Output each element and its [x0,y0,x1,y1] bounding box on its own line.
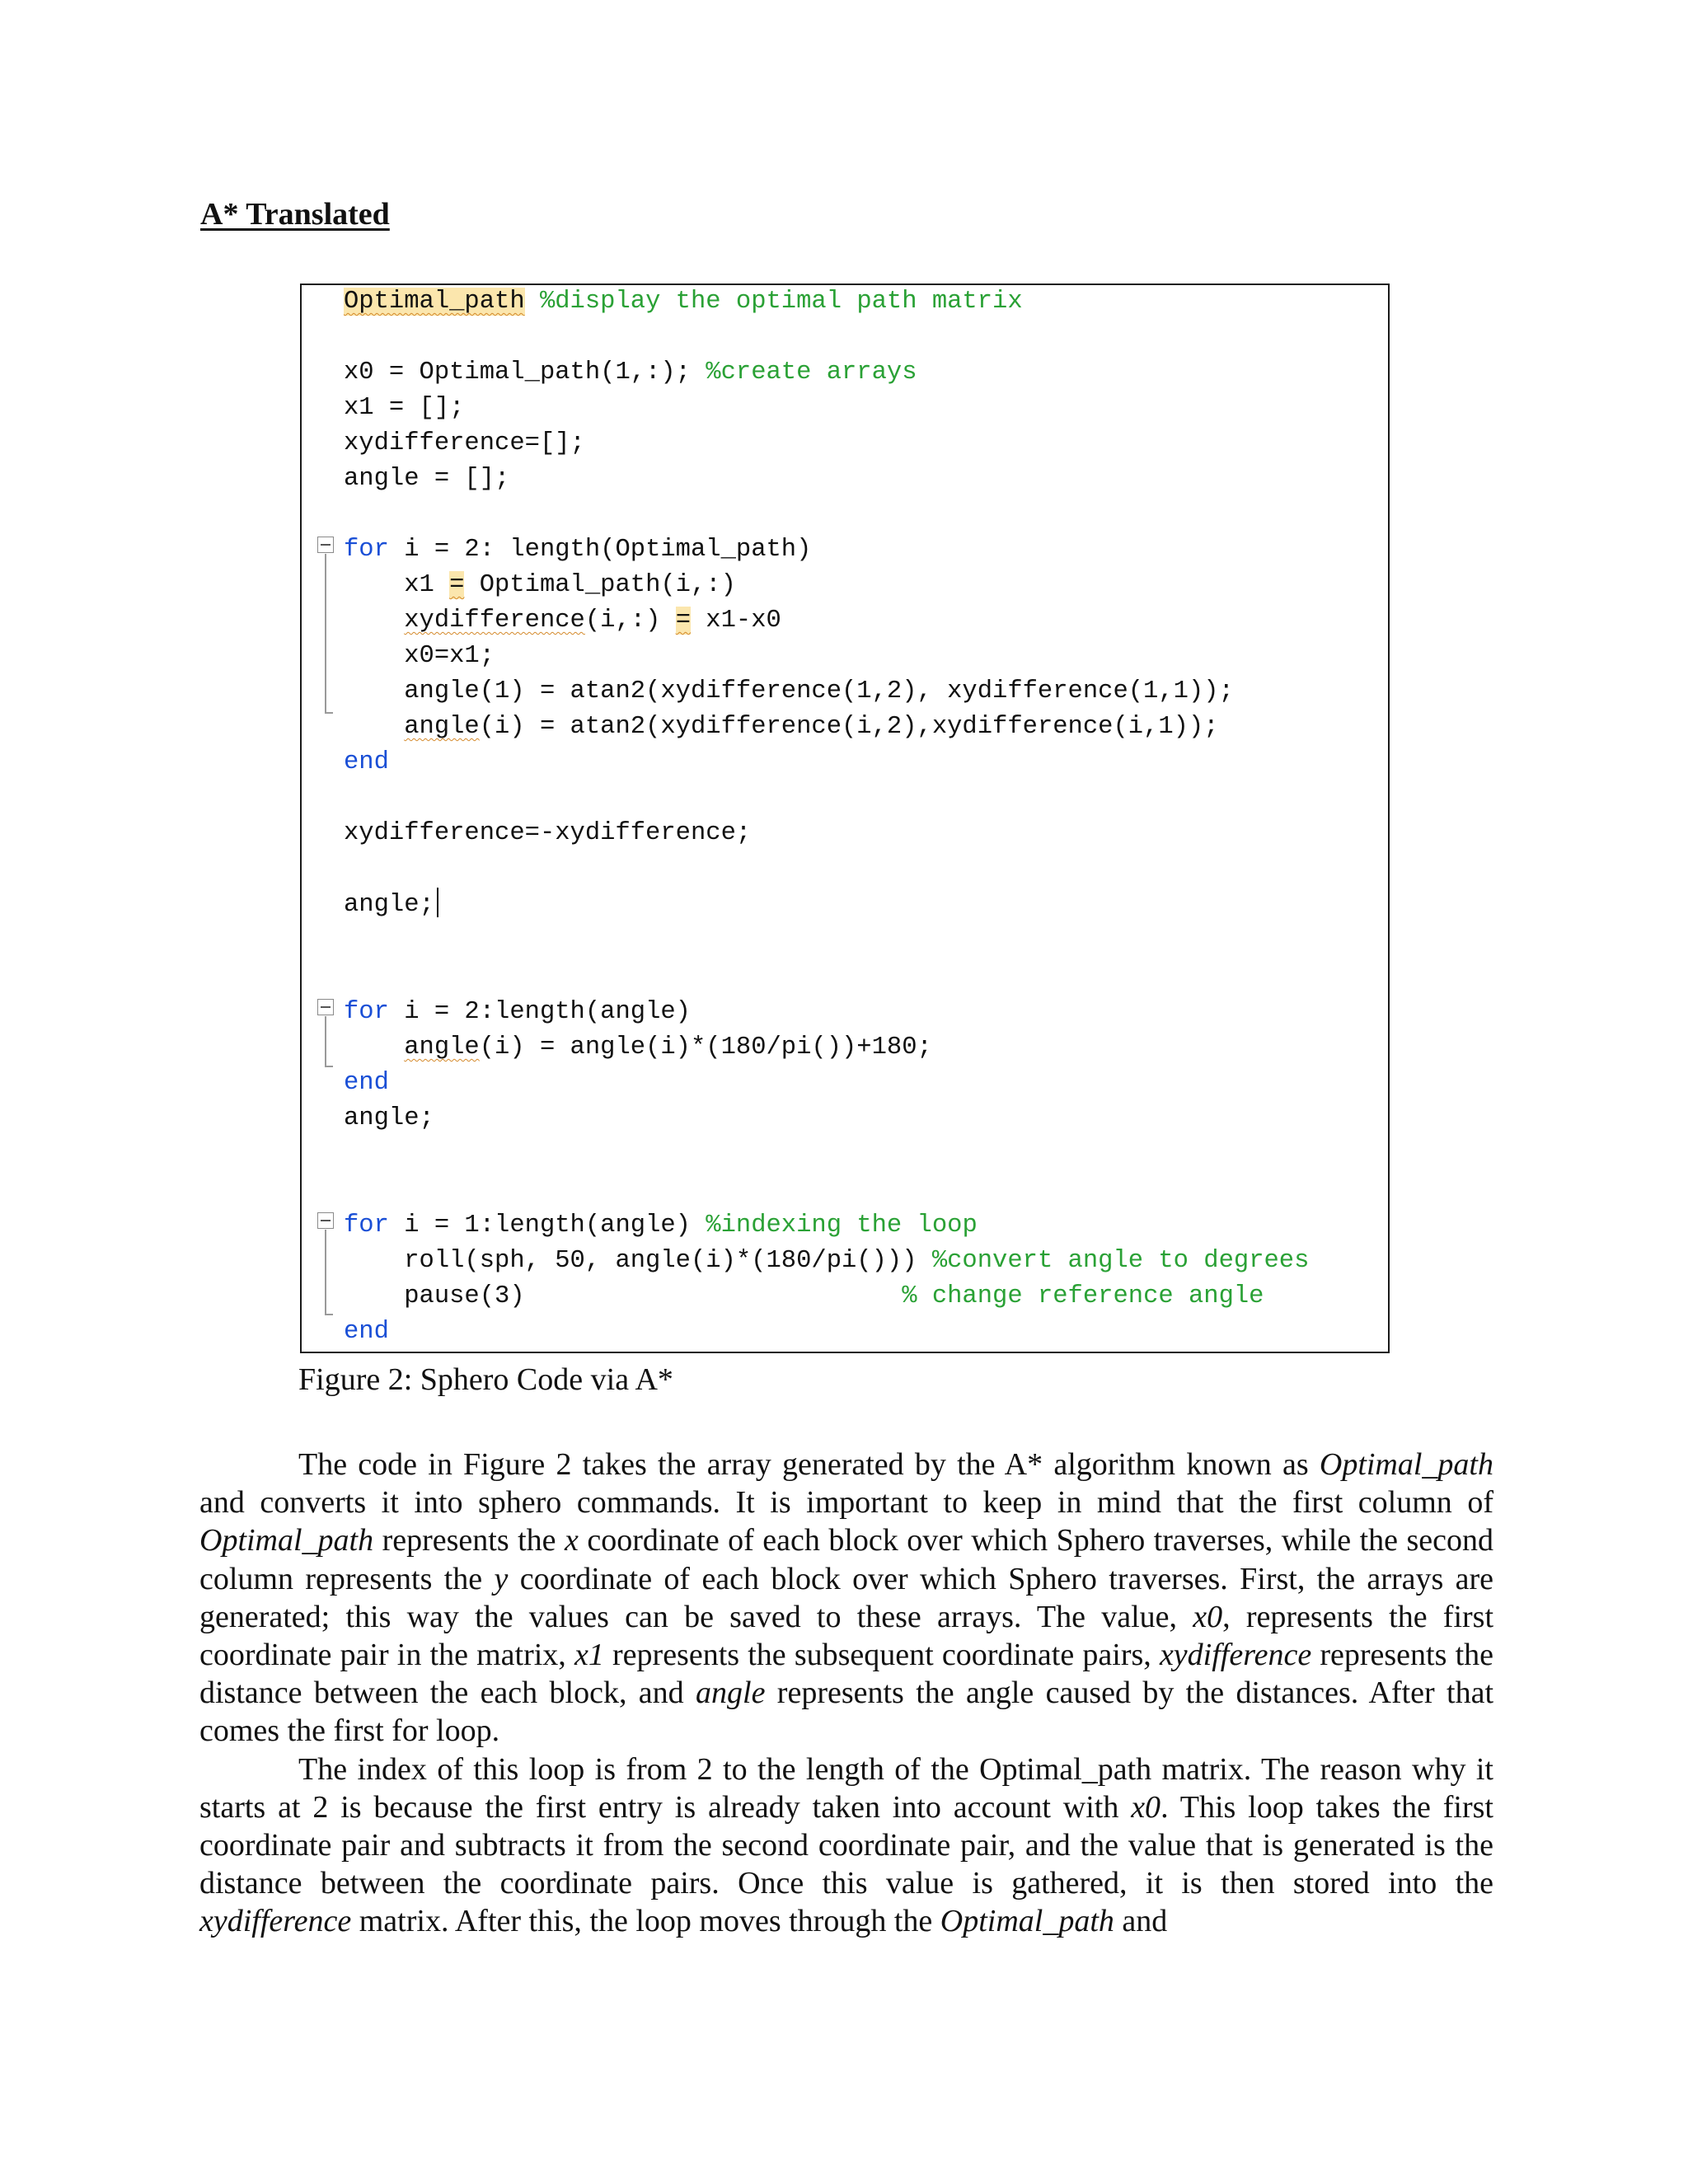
fold-guide [325,1016,326,1066]
code-line-28: pause(3) % change reference angle [344,1282,1264,1310]
fold-guide [325,1230,326,1314]
code-line-11: angle(1) = atan2(xydifference(1,2), xydifference(1,1)); [344,677,1234,705]
code-line-3: x0 = Optimal_path(1,:); %create arrays [344,359,917,387]
code-line-9: xydifference(i,:) = x1-x0 [404,607,781,635]
comment-index: %indexing the loop [706,1212,978,1240]
code-figure [300,284,1390,1353]
code-line-for-2: for i = 2:length(angle) [344,998,691,1026]
fold-collapse-icon[interactable] [317,1212,334,1229]
section-heading: A* Translated [200,197,390,232]
code-line-23: angle; [344,1104,434,1132]
comment-change: % change reference angle [902,1282,1264,1310]
fold-collapse-icon[interactable] [317,537,334,553]
code-line-4: x1 = []; [344,394,465,422]
code-line-for-1: for i = 2: length(Optimal_path) [344,536,812,564]
code-line-5: xydifference=[]; [344,429,585,457]
body-paragraph-2: The index of this loop is from 2 to the length of the Optimal_path matrix. The reason why it starts at 2 is because the first entry is already taken into account with x0. This loop takes the first coordinate pair and subtracts it from the second coordinate pair, and the value that is generated is the distance between the coordinate pairs. Once this value is gathered, it is then stored into the xydifference matrix. After this, the loop moves through the Optimal_path and [199,1751,1493,1939]
code-line-end-3: end [344,1318,389,1346]
fold-end-marker [325,1066,333,1067]
code-line-6: angle = []; [344,465,510,493]
fold-end-marker [325,1314,333,1315]
code-line-for-3: for i = 1:length(angle) %indexing the loop [344,1212,978,1240]
code-line-21: angle(i) = angle(i)*(180/pi())+180; [404,1033,932,1062]
figure-caption: Figure 2: Sphero Code via A* [298,1362,673,1397]
code-line-8: x1 = Optimal_path(i,:) [344,571,736,599]
fold-guide [325,554,326,712]
code-line-17: angle; [344,888,438,921]
body-paragraph-1: The code in Figure 2 takes the array generated by the A* algorithm known as Optimal_path and converts it into sphero commands. It is important to keep in mind that the first column of Optimal_path represents the x coordinate of each block over which Sphero traverses, while the second column represents the y coordinate of each block over which Sphero traverses. First, the arrays are generated; this way the values can be saved to these arrays. The value, x0, represents the first coordinate pair in the matrix, x1 represents the subsequent coordinate pairs, xydifference represents the distance between the each block, and angle represents the angle caused by the distances. After that comes the first for loop. The index of this loop is from 2 to the length of the Optimal_path matrix. The reason why it starts at 2 is because the first entry is already taken into account with x0. This loop takes the first coordinate pair and subtracts it from the second coordinate pair, and the value that is generated is the distance between the coordinate pairs. Once this value is gathered, it is then stored into the xydifference matrix. After this, the loop moves through the Optimal_path and [199,1446,1493,1941]
code-line-1: Optimal_path %display the optimal path matrix [344,288,1023,316]
code-line-12: angle(i) = atan2(xydifference(i,2),xydifference(i,1)); [404,713,1219,741]
comment-convert: %convert angle to degrees [931,1247,1310,1275]
comment-create: %create arrays [706,359,917,387]
code-line-15: xydifference=-xydifference; [344,819,752,847]
comment-display: %display the optimal path matrix [539,288,1023,316]
code-line-10: x0=x1; [344,642,495,670]
text-cursor [437,888,438,917]
fold-end-marker [325,712,333,714]
fold-collapse-icon[interactable] [317,999,334,1015]
code-line-end-2: end [344,1069,389,1097]
code-line-27: roll(sph, 50, angle(i)*(180/pi())) %convert angle to degrees [344,1247,1310,1275]
code-line-end-1: end [344,748,389,776]
